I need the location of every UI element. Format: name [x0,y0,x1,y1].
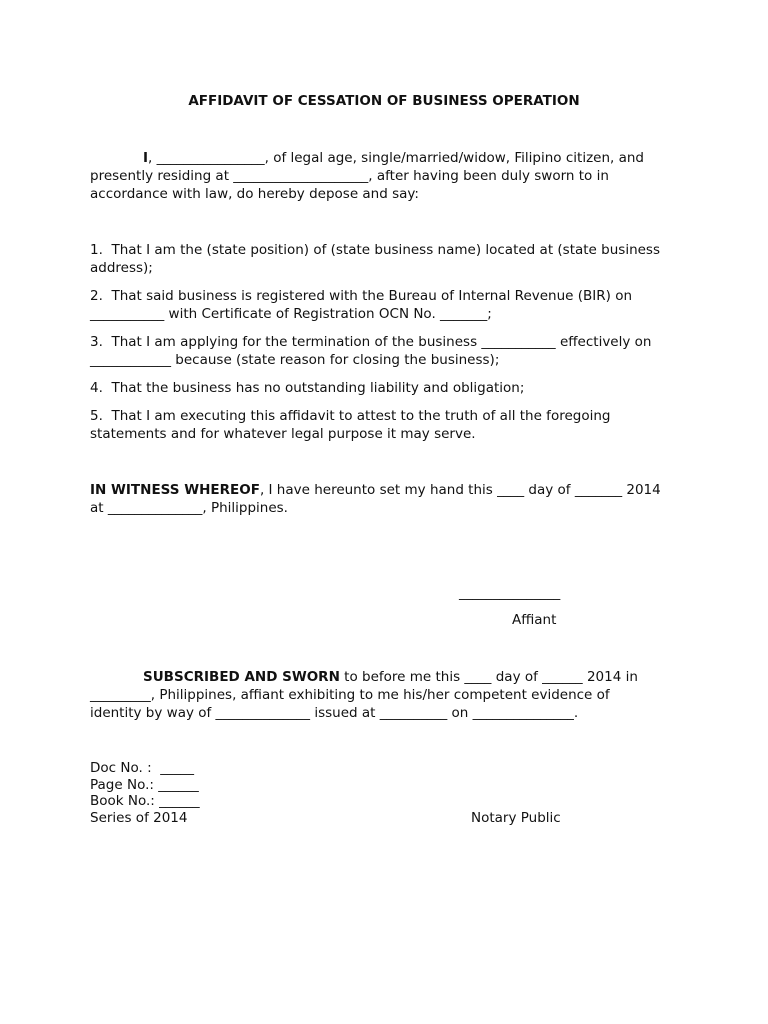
item-5-line-2: statements and for whatever legal purpose it may serve. [90,426,476,442]
intro-line-3: accordance with law, do hereby depose and say: [90,186,419,202]
intro-name-blank: , ________________, [148,150,269,166]
item-1-line-1: 1. That I am the (state position) of (state business name) located at (state business [90,242,660,258]
item-4-line-1: 4. That the business has no outstanding liability and obligation; [90,380,525,396]
intro-line-2: presently residing at ____________________, after having been duly sworn to in [90,168,609,184]
item-1-line-2: address); [90,260,153,276]
sworn-line-1 [90,668,690,686]
item-5 [90,407,690,443]
intro-line-1 [90,149,690,167]
intro-paragraph [90,149,690,203]
page-no: Page No.: ______ [90,776,199,793]
affiant-signature-line: _______________ [459,585,561,601]
intro-line1-rest: of legal age, single/married/widow, Filipino citizen, and [268,150,644,166]
document-title: AFFIDAVIT OF CESSATION OF BUSINESS OPERATION [188,93,580,109]
item-2 [90,287,690,323]
notary-public-label: Notary Public [471,809,561,826]
intro-i: I [143,150,149,166]
item-2-line-2: ___________ with Certificate of Registration OCN No. _______; [90,306,492,322]
series: Series of 2014 [90,809,188,826]
item-3-line-2: ____________ because (state reason for closing the business); [90,352,500,368]
item-3 [90,333,690,369]
sworn-bold: SUBSCRIBED AND SWORN [143,669,340,685]
item-4 [90,379,690,397]
book-no: Book No.: ______ [90,793,200,809]
witness-line-2: at ______________, Philippines. [90,500,288,516]
item-2-line-1: 2. That said business is registered with the Bureau of Internal Revenue (BIR) on [90,288,633,304]
sworn-line-2: _________, Philippines, affiant exhibiting to me his/her competent evidence of [90,687,610,703]
witness-line-1 [90,481,690,499]
affiant-label: Affiant [512,612,557,628]
doc-no: Doc No. : _____ [90,760,194,776]
item-5-line-1: 5. That I am executing this affidavit to attest to the truth of all the foregoing [90,408,611,424]
item-1 [90,241,690,277]
item-3-line-1: 3. That I am applying for the termination of the business ___________ effectively on [90,334,652,350]
witness-bold: IN WITNESS WHEREOF [90,482,260,498]
sworn-paragraph [90,668,690,722]
notary-record [90,760,200,826]
sworn-line-3: identity by way of ______________ issued at __________ on _______________. [90,705,579,721]
witness-paragraph [90,481,690,517]
witness-line1-rest: , I have hereunto set my hand this ____ day of _______ 2014 [259,482,661,498]
sworn-line1-rest: to before me this ____ day of ______ 2014 in [339,669,638,685]
